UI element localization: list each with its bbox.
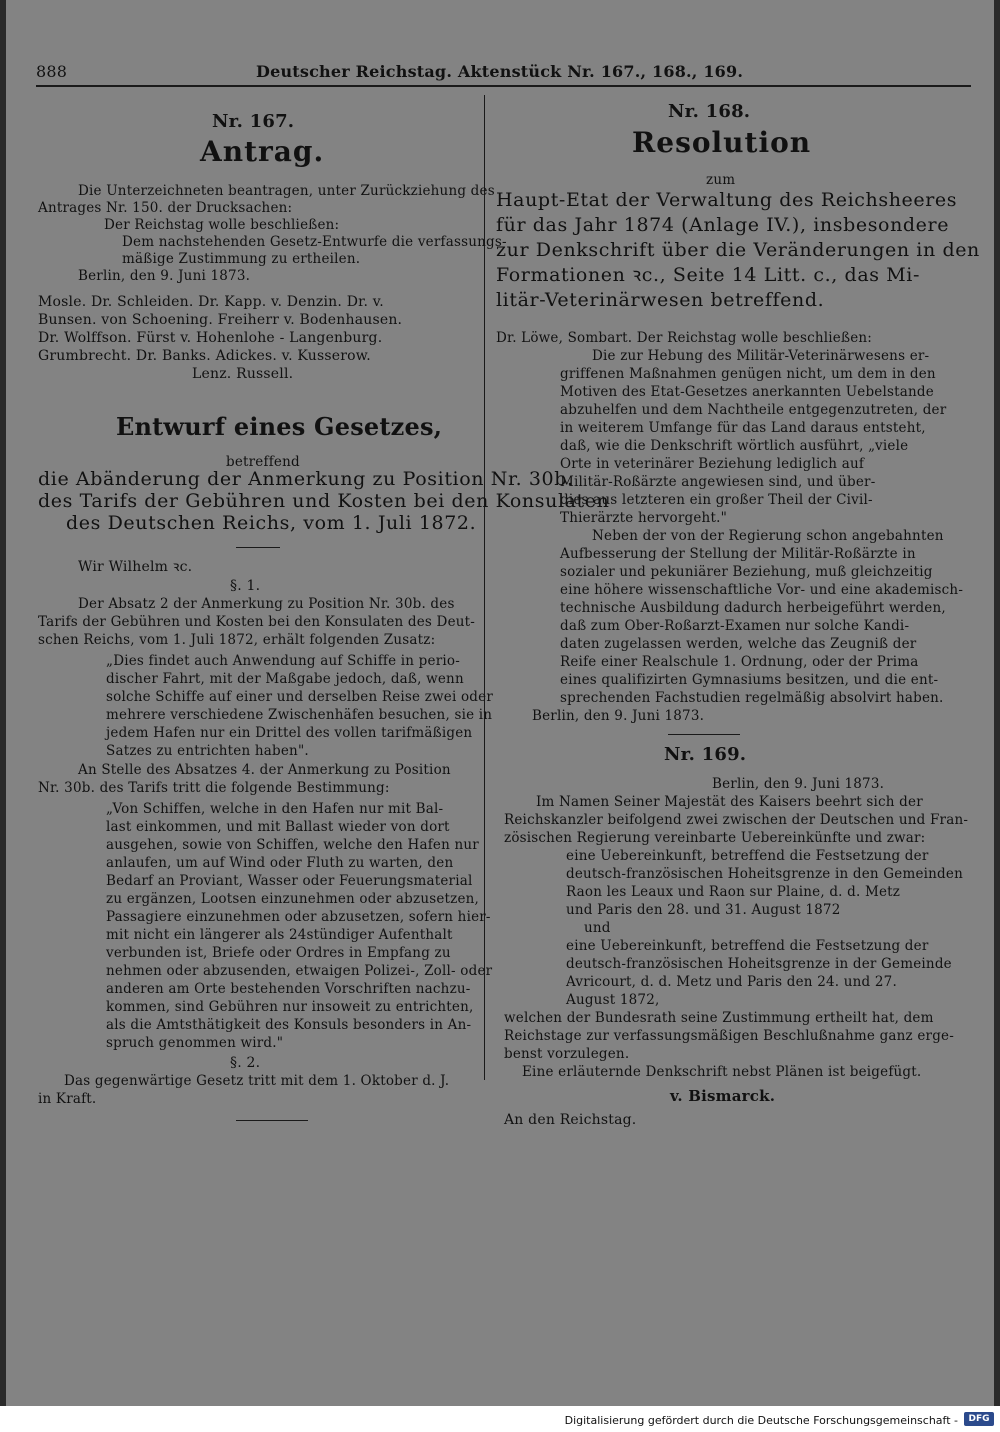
quote2-line: kommen, sind Gebühren nur insoweit zu entrichten, <box>106 999 474 1015</box>
resolution-line: eines qualifizirten Gymnasiums besitzen, und die ent- <box>560 672 939 688</box>
letter-line: August 1872, <box>566 992 660 1008</box>
signers-line: Bunsen. von Schoening. Freiherr v. Bodenhausen. <box>38 312 403 328</box>
resolution-heading: Resolution <box>632 126 812 159</box>
wir-wilhelm: Wir Wilhelm ꝛc. <box>78 559 193 575</box>
resolution-title-line: litär-Veterinärwesen betreffend. <box>496 289 825 311</box>
letter-line: und Paris den 28. und 31. August 1872 <box>566 902 841 918</box>
signers-line: Lenz. Russell. <box>192 366 294 382</box>
quote1-line: Satzes zu entrichten haben". <box>106 743 309 759</box>
resolution-line: Neben der von der Regierung schon angebahnten <box>592 528 944 544</box>
signers-line: Grumbrecht. Dr. Banks. Adickes. v. Kusserow. <box>38 348 371 364</box>
resolution-line: Militär-Roßärzte angewiesen sind, und über- <box>560 474 876 490</box>
nr-168-heading: Nr. 168. <box>668 101 751 122</box>
gesetz-title-line: des Deutschen Reichs, vom 1. Juli 1872. <box>66 512 477 534</box>
signers-line: Mosle. Dr. Schleiden. Dr. Kapp. v. Denzin. Dr. v. <box>38 294 384 310</box>
resolution-line: in weiterem Umfange für das Land daraus entsteht, <box>560 420 926 436</box>
resolution-line: Dr. Löwe, Sombart. Der Reichstag wolle beschließen: <box>496 330 873 346</box>
letter-line: Im Namen Seiner Majestät des Kaisers beehrt sich der <box>536 794 923 810</box>
resolution-line: Aufbesserung der Stellung der Militär-Roßärzte in <box>560 546 916 562</box>
digitization-footer <box>0 1406 1000 1432</box>
para2-line: in Kraft. <box>38 1091 97 1107</box>
quote1-line: discher Fahrt, mit der Maßgabe jedoch, daß, wenn <box>106 671 464 687</box>
quote2-line: ausgehen, sowie von Schiffen, welche den Hafen nur <box>106 837 479 853</box>
date-line: Berlin, den 9. Juni 1873. <box>78 268 251 284</box>
para2-line: Das gegenwärtige Gesetz tritt mit dem 1. Oktober d. J. <box>64 1073 450 1089</box>
letter-line: deutsch-französischen Hoheitsgrenze in der Gemeinde <box>566 956 952 972</box>
letter-line: benst vorzulegen. <box>504 1046 630 1062</box>
resolution-line: technische Ausbildung dadurch herbeigeführt werden, <box>560 600 946 616</box>
end-rule <box>236 1120 308 1121</box>
letter-line: Raon les Leaux und Raon sur Plaine, d. d. Metz <box>566 884 901 900</box>
quote2-line: Passagiere einzunehmen oder abzusetzen, sofern hier- <box>106 909 491 925</box>
resolution-line: Motiven des Etat-Gesetzes anerkannten Uebelstande <box>560 384 934 400</box>
quote2-line: „Von Schiffen, welche in den Hafen nur mit Bal- <box>106 801 444 817</box>
intro-line: Dem nachstehenden Gesetz-Entwurfe die verfassungs- <box>122 234 507 250</box>
para1b-line: An Stelle des Absatzes 4. der Anmerkung zu Position <box>78 762 451 778</box>
resolution-line: Orte in veterinärer Beziehung lediglich auf <box>560 456 865 472</box>
resolution-title-line: Haupt-Etat der Verwaltung des Reichsheeres <box>496 189 958 211</box>
quote1-line: solche Schiffe auf einer und derselben Reise zwei oder <box>106 689 493 705</box>
intro-line: Der Reichstag wolle beschließen: <box>104 217 340 233</box>
letter-line: Reichstage zur verfassungsmäßigen Beschlußnahme ganz erge- <box>504 1028 955 1044</box>
right-scan-edge <box>994 0 1000 1406</box>
quote2-line: Bedarf an Proviant, Wasser oder Feuerungsmaterial <box>106 873 473 889</box>
intro-line: Die Unterzeichneten beantragen, unter Zurückziehung des <box>78 183 495 199</box>
title-rule <box>236 547 280 548</box>
resolution-date: Berlin, den 9. Juni 1873. <box>532 708 705 724</box>
resolution-title-line: zur Denkschrift über die Veränderungen in den <box>496 239 980 261</box>
para1-line: Tarifs der Gebühren und Kosten bei den Konsulaten des Deut- <box>38 614 476 630</box>
quote2-line: verbunden ist, Briefe oder Ordres in Empfang zu <box>106 945 451 961</box>
quote2-line: als die Amtsthätigkeit des Konsuls besonders in An- <box>106 1017 472 1033</box>
quote2-line: last einkommen, und mit Ballast wieder von dort <box>106 819 450 835</box>
signers-line: Dr. Wolffson. Fürst v. Hohenlohe - Langenburg. <box>38 330 383 346</box>
running-title: Deutscher Reichstag. Aktenstück Nr. 167., 168., 169. <box>256 62 744 81</box>
entwurf-heading: Entwurf eines Gesetzes, <box>116 412 443 441</box>
letter-line: eine Uebereinkunft, betreffend die Festsetzung der <box>566 848 929 864</box>
resolution-line: Reife einer Realschule 1. Ordnung, oder der Prima <box>560 654 919 670</box>
resolution-line: daten zugelassen werden, welche das Zeugniß der <box>560 636 917 652</box>
letter-line: welchen der Bundesrath seine Zustimmung ertheilt hat, dem <box>504 1010 934 1026</box>
quote1-line: jedem Hafen nur ein Drittel des vollen tarifmäßigen <box>106 725 473 741</box>
resolution-line: eine höhere wissenschaftliche Vor- und eine akademisch- <box>560 582 964 598</box>
resolution-line: Die zur Hebung des Militär-Veterinärwesens er- <box>592 348 930 364</box>
letter-line: Reichskanzler beifolgend zwei zwischen der Deutschen und Fran- <box>504 812 969 828</box>
paragraph-1-label: §. 1. <box>230 578 261 594</box>
letter-line: und <box>584 920 611 936</box>
dfg-logo: DFG <box>964 1412 994 1426</box>
betreffend-label: betreffend <box>226 454 300 470</box>
quote2-line: spruch genommen wird." <box>106 1035 284 1051</box>
resolution-line: abzuhelfen und dem Nachtheile entgegenzutreten, der <box>560 402 947 418</box>
letter-line: Eine erläuternde Denkschrift nebst Plänen ist beigefügt. <box>522 1064 922 1080</box>
resolution-line: daß, wie die Denkschrift wörtlich ausführt, „viele <box>560 438 909 454</box>
page-number: 888 <box>36 62 68 81</box>
gesetz-title-line: die Abänderung der Anmerkung zu Position Nr. 30b. <box>38 468 574 490</box>
resolution-line: Thierärzte hervorgeht." <box>560 510 727 526</box>
letter-line: zösischen Regierung vereinbarte Uebereinkünfte und zwar: <box>504 830 926 846</box>
nr-167-heading: Nr. 167. <box>212 111 295 132</box>
quote2-line: anderen am Orte bestehenden Vorschriften nachzu- <box>106 981 471 997</box>
intro-line: mäßige Zustimmung zu ertheilen. <box>122 251 361 267</box>
resolution-line: griffenen Maßnahmen genügen nicht, um dem in den <box>560 366 936 382</box>
para1b-line: Nr. 30b. des Tarifs tritt die folgende Bestimmung: <box>38 780 390 796</box>
footer-text: Digitalisierung gefördert durch die Deutsche Forschungsgemeinschaft - <box>564 1414 958 1427</box>
letter-line: Avricourt, d. d. Metz und Paris den 24. und 27. <box>566 974 897 990</box>
resolution-line: daß zum Ober-Roßarzt-Examen nur solche Kandi- <box>560 618 910 634</box>
header-rule <box>36 85 971 87</box>
quote2-line: anlaufen, um auf Wind oder Fluth zu warten, den <box>106 855 454 871</box>
berlin-date: Berlin, den 9. Juni 1873. <box>712 776 885 792</box>
paragraph-2-label: §. 2. <box>230 1055 261 1071</box>
para1-line: Der Absatz 2 der Anmerkung zu Position Nr. 30b. des <box>78 596 455 612</box>
quote2-line: mit nicht ein längerer als 24stündiger Aufenthalt <box>106 927 453 943</box>
nr-169-heading: Nr. 169. <box>664 744 747 765</box>
left-scan-edge <box>0 0 6 1406</box>
resolution-title-line: Formationen ꝛc., Seite 14 Litt. c., das Mi- <box>496 264 920 286</box>
intro-line: Antrages Nr. 150. der Drucksachen: <box>38 200 293 216</box>
quote1-line: „Dies findet auch Anwendung auf Schiffe in perio- <box>106 653 460 669</box>
resolution-title-line: für das Jahr 1874 (Anlage IV.), insbesondere <box>496 214 950 236</box>
letter-line: deutsch-französischen Hoheitsgrenze in den Gemeinden <box>566 866 963 882</box>
letter-line: eine Uebereinkunft, betreffend die Festsetzung der <box>566 938 929 954</box>
gesetz-title-line: des Tarifs der Gebühren und Kosten bei den Konsulaten <box>38 490 610 512</box>
quote1-line: mehrere verschiedene Zwischenhäfen besuchen, sie in <box>106 707 493 723</box>
antrag-heading: Antrag. <box>200 135 325 168</box>
section-rule <box>668 734 740 735</box>
addressee: An den Reichstag. <box>504 1112 637 1128</box>
resolution-line: dies aus letzteren ein großer Theil der Civil- <box>560 492 873 508</box>
signature-bismarck: v. Bismarck. <box>670 1087 776 1105</box>
resolution-line: sozialer und pekuniärer Beziehung, muß gleichzeitig <box>560 564 933 580</box>
para1-line: schen Reichs, vom 1. Juli 1872, erhält folgenden Zusatz: <box>38 632 436 648</box>
resolution-line: sprechenden Fachstudien regelmäßig absolvirt haben. <box>560 690 944 706</box>
quote2-line: nehmen oder abzusenden, etwaigen Polizei-, Zoll- oder <box>106 963 493 979</box>
quote2-line: zu ergänzen, Lootsen einzunehmen oder abzusetzen, <box>106 891 480 907</box>
zum-label: zum <box>706 172 736 188</box>
